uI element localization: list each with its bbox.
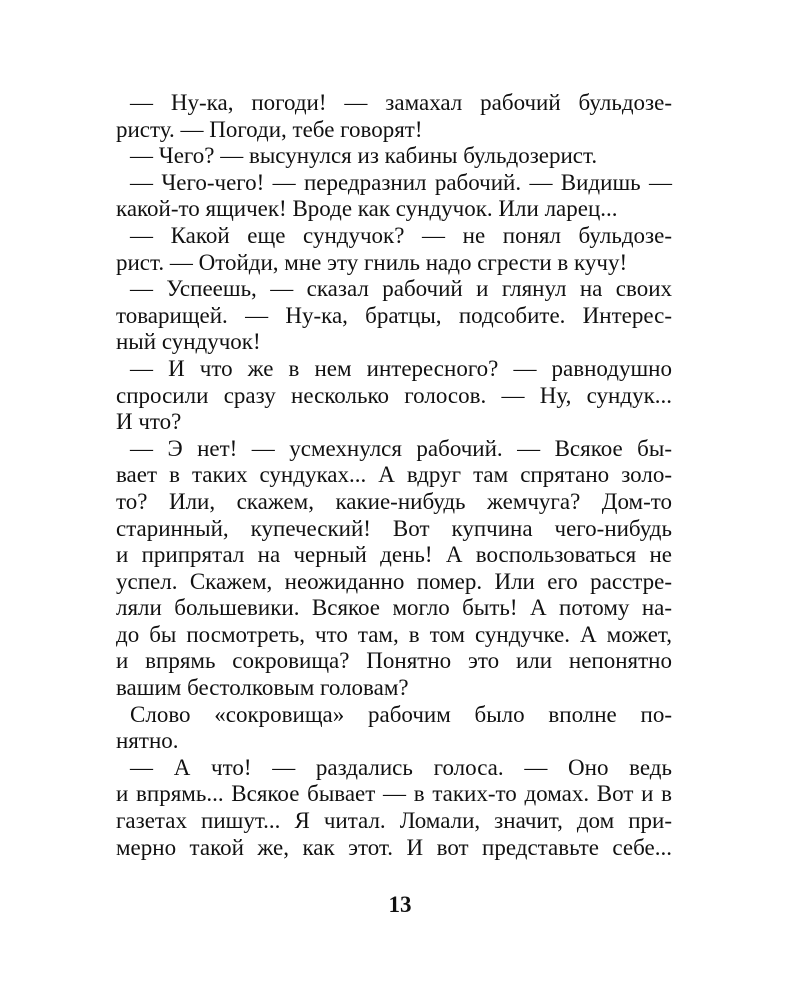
text-line: вает в таких сундуках... А вдруг там спрятано золо- [116, 462, 672, 488]
text-line: — Какой еще сундучок? — не понял бульдозе- [130, 222, 672, 248]
text-line: — И что же в нем интересного? — равнодушно [130, 355, 672, 381]
text-line: и припрятал на черный день! А воспользоваться не [116, 542, 672, 568]
text-line: старинный, купеческий! Вот купчина чего-нибудь [116, 515, 672, 541]
text-line: — Чего-чего! — передразнил рабочий. — Видишь — [130, 169, 672, 195]
text-line: ристу. — Погоди, тебе говорят! [116, 116, 423, 142]
text-line: — А что! — раздались голоса. — Оно ведь [130, 754, 672, 780]
text-line: ный сундучок! [116, 329, 261, 355]
text-line: вашим бестолковым головам? [116, 675, 409, 701]
text-line: И что? [116, 409, 182, 435]
text-line: рист. — Отойди, мне эту гниль надо сгрести в кучу! [116, 249, 628, 275]
text-line: какой-то ящичек! Вроде как сундучок. Или ларец... [116, 196, 618, 222]
text-line: нятно. [116, 728, 179, 754]
text-line: товарищей. — Ну-ка, братцы, подсобите. Интерес- [116, 302, 672, 328]
text-line: успел. Скажем, неожиданно помер. Или его расстре- [116, 568, 672, 594]
text-line: — Ну-ка, погоди! — замахал рабочий бульдозе- [130, 90, 672, 115]
text-line: — Успеешь, — сказал рабочий и глянул на своих [130, 276, 672, 302]
text-line: то? Или, скажем, какие-нибудь жемчуга? Дом-то [116, 488, 672, 514]
page-number: 13 [388, 892, 412, 917]
text-line: Слово «сокровища» рабочим было вполне по- [130, 701, 672, 727]
book-page-text [116, 90, 672, 861]
text-line: мерно такой же, как этот. И вот представьте себе... [116, 834, 672, 860]
text-line: ляли большевики. Всякое могло быть! А потому на- [116, 595, 672, 621]
text-line: — Э нет! — усмехнулся рабочий. — Всякое бы- [130, 435, 672, 461]
text-line: — Чего? — высунулся из кабины бульдозерист. [130, 143, 598, 169]
text-line: газетах пишут... Я читал. Ломали, значит, дом при- [116, 808, 672, 834]
text-line: и впрямь сокровища? Понятно это или непонятно [116, 648, 672, 674]
text-line: до бы посмотреть, что там, в том сундучке. А может, [116, 621, 672, 647]
text-line: спросили сразу несколько голосов. — Ну, сундук... [116, 382, 672, 408]
text-line: и впрямь... Всякое бывает — в таких-то домах. Вот и в [116, 781, 672, 807]
